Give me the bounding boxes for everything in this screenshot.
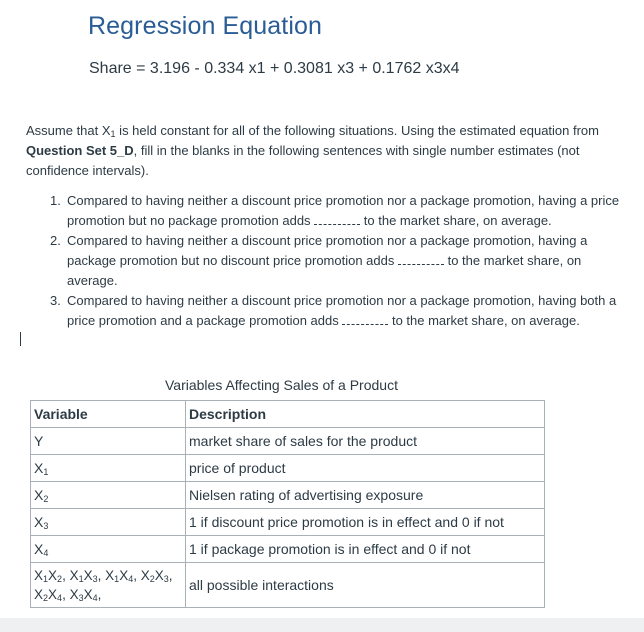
question-text-end: to the market share, on average. (360, 213, 552, 228)
term-sub: 4 (92, 593, 98, 603)
question-text: Compared to having neither a discount price promotion nor a package promotion, having both a price promotion and a package promotion adds (67, 293, 617, 328)
question-text: Compared to having neither a discount price promotion nor a package promotion, having a package promotion but no discount price promotion adds (67, 233, 588, 268)
question-list (50, 191, 630, 331)
table-caption: Variables Affecting Sales of a Product (165, 377, 398, 393)
term-var: X (119, 568, 129, 583)
table-row (31, 428, 545, 455)
variable-cell (31, 482, 186, 509)
term-var: X (34, 587, 44, 602)
term-sub: 2 (149, 574, 155, 584)
variable-cell (31, 455, 186, 482)
page-title: Regression Equation (88, 12, 322, 40)
variable-subscript: 1 (43, 467, 49, 477)
term-var: X (83, 568, 93, 583)
term-sep: , (133, 568, 141, 583)
term-sub: 1 (43, 574, 49, 584)
intro-subscript: 1 (110, 129, 116, 139)
table-header-row (31, 401, 545, 428)
term-sub: 3 (92, 574, 98, 584)
description-cell: price of product (186, 455, 545, 482)
variable-subscript: 3 (43, 521, 49, 531)
table-row (31, 509, 545, 536)
question-set-ref: Question Set 5_D (26, 143, 134, 158)
answer-blank[interactable] (342, 312, 388, 325)
header-description: Description (186, 401, 545, 428)
interaction-terms-cell (31, 563, 186, 608)
intro-paragraph (26, 121, 626, 181)
intro-text-3: , fill in the blanks in the following sentences with single number estimates (not confidence intervals). (26, 143, 580, 178)
variable-cell (31, 536, 186, 563)
variable-subscript: 2 (43, 494, 49, 504)
intro-text-1: Assume that X (26, 123, 111, 138)
question-text-end: to the market share, on average. (67, 253, 582, 288)
description-cell: all possible interactions (186, 563, 545, 608)
variables-table (30, 400, 545, 608)
description-cell: market share of sales for the product (186, 428, 545, 455)
term-sub: 3 (163, 574, 169, 584)
term-var: X (48, 568, 58, 583)
term-sep: , (62, 587, 70, 602)
description-cell: 1 if discount price promotion is in effect and 0 if not (186, 509, 545, 536)
table-row-interactions (31, 563, 545, 608)
question-item (50, 231, 630, 291)
term-sep: , (168, 568, 173, 583)
term-sub: 1 (114, 574, 120, 584)
table-row (31, 482, 545, 509)
interaction-term (34, 568, 70, 583)
answer-blank[interactable] (398, 252, 444, 265)
interaction-term (70, 568, 106, 583)
term-sep: , (97, 568, 106, 583)
term-sep: , (97, 587, 102, 602)
term-sub: 1 (78, 574, 84, 584)
interaction-term (70, 587, 102, 602)
question-number: 3. (50, 293, 61, 308)
answer-blank[interactable] (314, 212, 360, 225)
variable-name: X (34, 541, 44, 557)
variable-name: X (34, 460, 44, 476)
term-var: X (69, 568, 79, 583)
variable-name: X (34, 487, 44, 503)
variable-name: Y (34, 433, 44, 449)
question-number: 1. (50, 193, 61, 208)
table-row (31, 536, 545, 563)
question-text: Compared to having neither a discount price promotion nor a package promotion, having a price promotion but no package promotion adds (67, 193, 620, 228)
question-text-end: to the market share, on average. (388, 313, 580, 328)
term-sub: 2 (57, 574, 63, 584)
variable-cell (31, 428, 186, 455)
term-var: X (48, 587, 58, 602)
question-number: 2. (50, 233, 61, 248)
text-cursor (20, 332, 21, 346)
variable-subscript: 4 (43, 548, 49, 558)
term-var: X (34, 568, 44, 583)
variable-cell (31, 509, 186, 536)
term-var: X (83, 587, 93, 602)
term-var: X (140, 568, 150, 583)
header-variable: Variable (31, 401, 186, 428)
term-sub: 2 (43, 593, 49, 603)
intro-text-2: is held constant for all of the following situations. Using the estimated equation from (115, 123, 599, 138)
question-item (50, 191, 630, 231)
interaction-term (141, 568, 173, 583)
term-sub: 3 (78, 593, 84, 603)
table-row (31, 455, 545, 482)
description-cell: 1 if package promotion is in effect and 0 if not (186, 536, 545, 563)
term-sub: 4 (57, 593, 63, 603)
term-sep: , (62, 568, 70, 583)
bottom-strip (0, 618, 644, 632)
term-var: X (105, 568, 115, 583)
term-var: X (154, 568, 164, 583)
term-sub: 4 (128, 574, 134, 584)
interaction-term (34, 587, 70, 602)
regression-equation: Share = 3.196 - 0.334 x1 + 0.3081 x3 + 0.1762 x3x4 (89, 60, 460, 77)
variable-name: X (34, 514, 44, 530)
term-var: X (69, 587, 79, 602)
description-cell: Nielsen rating of advertising exposure (186, 482, 545, 509)
question-item (50, 291, 630, 331)
interaction-term (105, 568, 141, 583)
